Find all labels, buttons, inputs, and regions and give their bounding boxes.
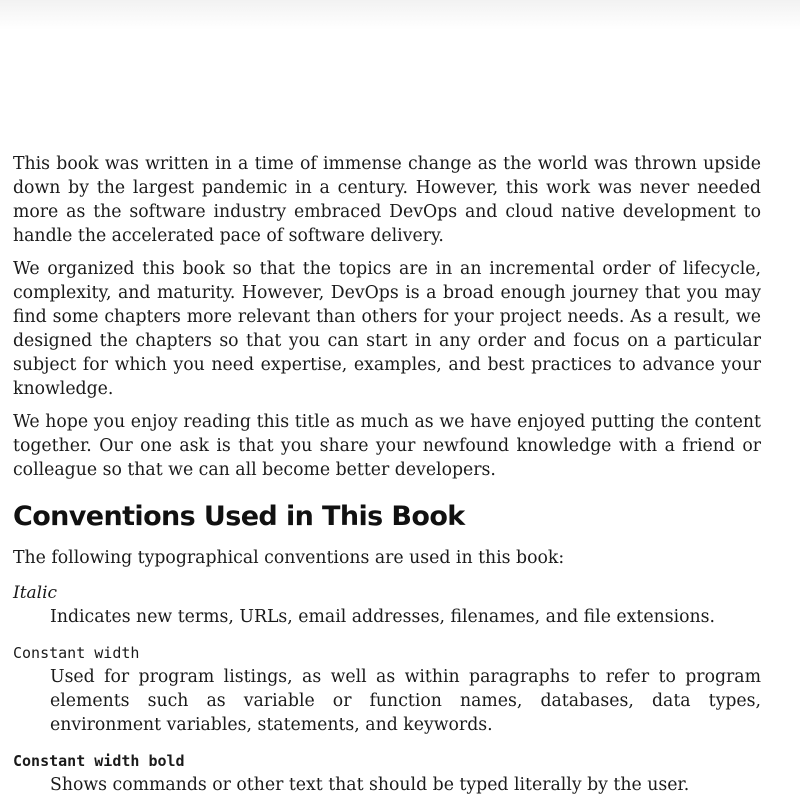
convention-term-constant-width: Constant width: [13, 644, 140, 662]
section-intro: The following typographical conventions are used in this book:: [13, 548, 565, 568]
convention-description-constant-width: Used for program listings, as well as within paragraphs to refer to program elements such as variable or function names, databases, data types, environment variables, statements, and keywords.: [50, 667, 761, 735]
convention-term-italic: Italic: [13, 583, 58, 603]
book-page: [13, 152, 761, 809]
conventions-list: [13, 581, 761, 797]
preface-paragraph-3: We hope you enjoy reading this title as much as we have enjoyed putting the content together. Our one ask is that you share your newfound knowledge with a friend or colleague so that we can all become better developers.: [13, 412, 761, 480]
convention-description-constant-width-bold: Shows commands or other text that should be typed literally by the user.: [50, 775, 690, 795]
convention-term-constant-width-bold: Constant width bold: [13, 752, 185, 770]
page-top-shadow: [0, 0, 800, 30]
preface-paragraph-2: We organized this book so that the topics are in an incremental order of lifecycle, complexity, and maturity. However, DevOps is a broad enough journey that you may find some chapters more relevant than others for your project needs. As a result, we designed the chapters so that you can start in any order and focus on a particular subject for which you need expertise, examples, and best practices to advance your knowledge.: [13, 259, 761, 399]
preface-paragraph-1: This book was written in a time of immense change as the world was thrown upside down by the largest pandemic in a century. However, this work was never needed more as the software industry embraced DevOps and cloud native development to handle the accelerated pace of software delivery.: [13, 154, 761, 246]
convention-description-italic: Indicates new terms, URLs, email addresses, filenames, and file extensions.: [50, 607, 715, 627]
section-heading: Conventions Used in This Book: [13, 501, 465, 532]
